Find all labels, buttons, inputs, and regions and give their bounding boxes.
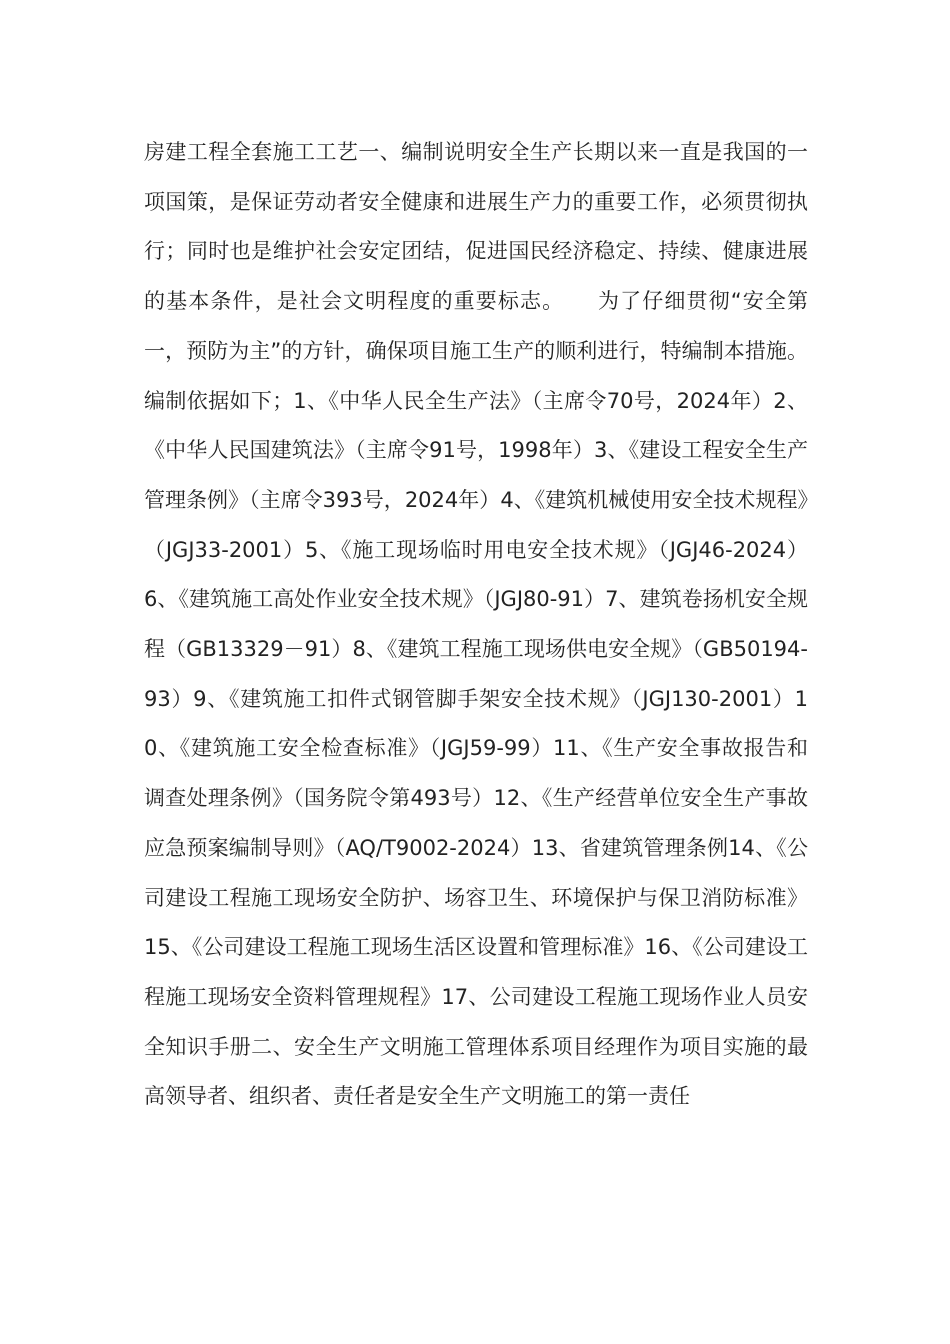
body-paragraph: 房建工程全套施工工艺一、编制说明安全生产长期以来一直是我国的一项国策，是保证劳动者安全健康和进展生产力的重要工作，必须贯彻执行；同时也是维护社会安定团结，促进国民经济稳定、持续、健康进展的基本条件，是社会文明程度的重要标志。 为了仔细贯彻“安全第一，预防为主”的方针，确保项目施工生产的顺利进行，特编制本措施。编制依据如下；1、《中华人民全生产法》（主席令70号，2024年）2、《中华人民国建筑法》（主席令91号，1998年）3、《建设工程安全生产管理条例》（主席令393号，2024年）4、《建筑机械使用安全技术规程》（JGJ33-2001）5、《施工现场临时用电安全技术规》（JGJ46-2024）6、《建筑施工高处作业安全技术规》（JGJ80-91）7、建筑卷扬机安全规程（GB13329－91）8、《建筑工程施工现场供电安全规》（GB50194-93）9、《建筑施工扣件式钢管脚手架安全技术规》（JGJ130-2001）10、《建筑施工安全检查标准》（JGJ59-99）11、《生产安全事故报告和调查处理条例》（国务院令第493号）12、《生产经营单位安全生产事故应急预案编制导则》（AQ/T9002-2024）13、省建筑管理条例14、《公司建设工程施工现场安全防护、场容卫生、环境保护与保卫消防标准》15、《公司建设工程施工现场生活区设置和管理标准》16、《公司建设工程施工现场安全资料管理规程》17、公司建设工程施工现场作业人员安全知识手册二、安全生产文明施工管理体系项目经理作为项目实施的最高领导者、组织者、责任者是安全生产文明施工的第一责任 <box>144 140 808 1109</box>
